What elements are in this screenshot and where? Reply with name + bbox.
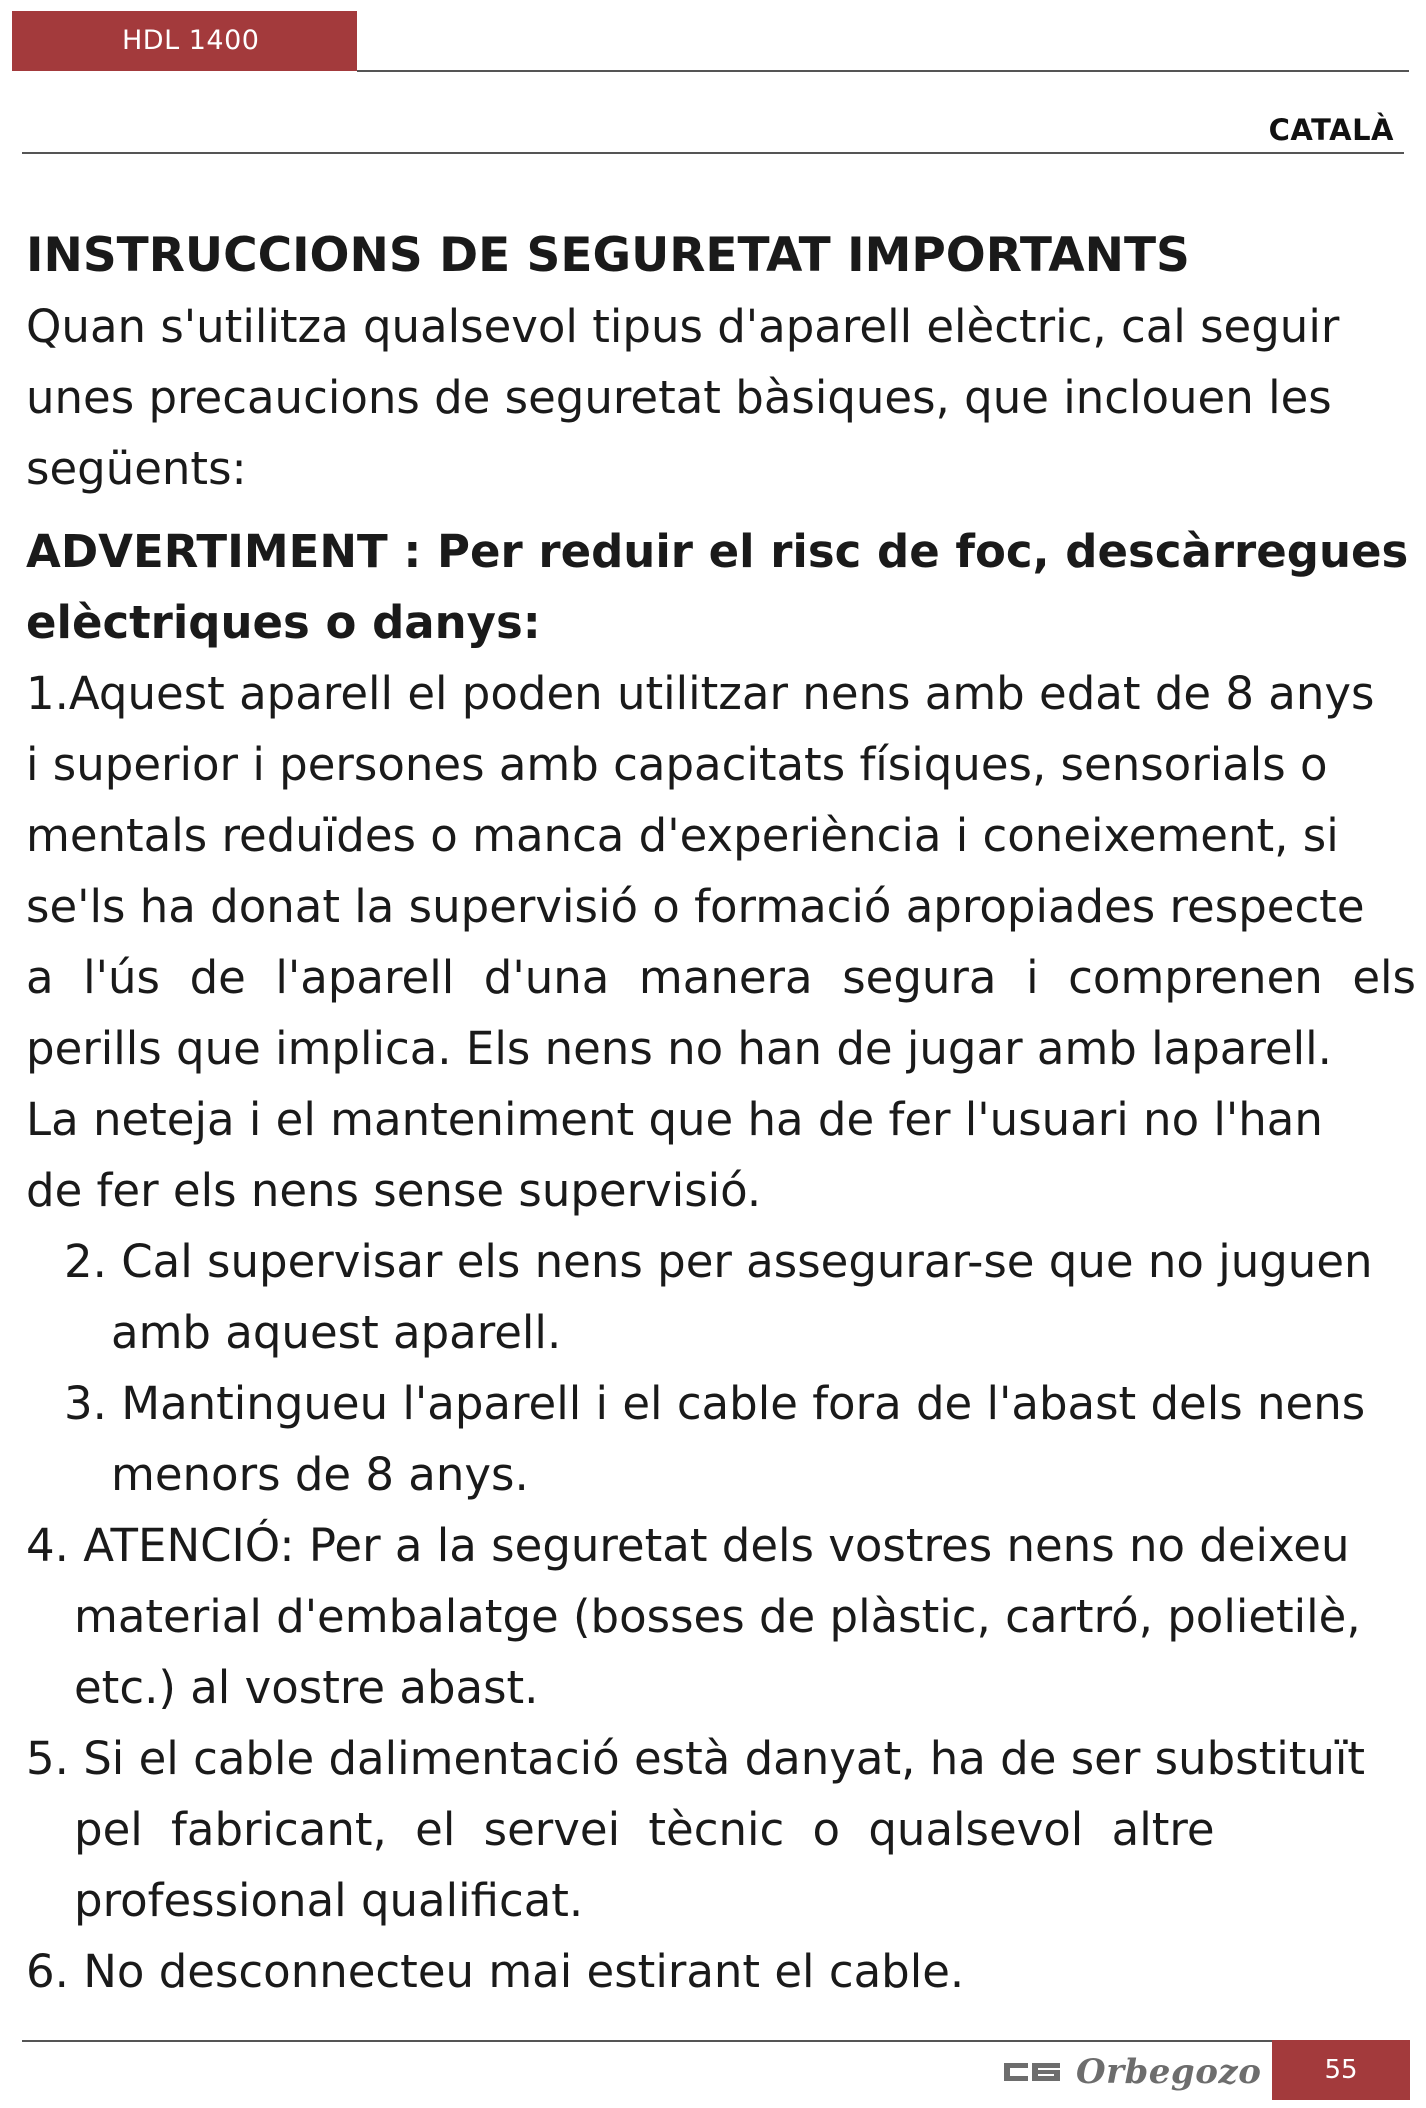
warning-heading: ADVERTIMENT : Per reduir el risc de foc, descàrregues [26, 525, 1409, 578]
word: els [1352, 951, 1416, 1004]
orbegozo-logo-icon [1002, 2057, 1062, 2087]
page-number: 55 [1324, 2055, 1358, 2085]
item-1-line: perills que implica. Els nens no han de jugar amb laparell. [26, 1022, 1332, 1075]
word: a [26, 951, 54, 1004]
page-title: INSTRUCCIONS DE SEGURETAT IMPORTANTS [26, 228, 1190, 283]
brand-name: Orbegozo [1076, 2052, 1262, 2092]
item-1-line: mentals reduïdes o manca d'experiència i coneixement, si [26, 809, 1339, 862]
word: manera [638, 951, 813, 1004]
item-2-line: 2. Cal supervisar els nens per assegurar-se que no juguen [64, 1235, 1373, 1288]
item-3-line: menors de 8 anys. [111, 1448, 529, 1501]
footer-rule [22, 2040, 1272, 2042]
item-5-line: 5. Si el cable dalimentació està danyat, ha de ser substituït [26, 1732, 1366, 1785]
item-4-line: material d'embalatge (bosses de plàstic, cartró, polietilè, [74, 1590, 1361, 1643]
item-6-line: 6. No desconnecteu mai estirant el cable. [26, 1945, 965, 1998]
item-1-line: de fer els nens sense supervisió. [26, 1164, 762, 1217]
brand-logo [1002, 2048, 1261, 2096]
item-1-line: La neteja i el manteniment que ha de fer l'usuari no l'han [26, 1093, 1323, 1146]
word: l'ús [83, 951, 160, 1004]
document-body [26, 220, 1426, 2007]
header-rule [22, 152, 1404, 154]
item-4-line: etc.) al vostre abast. [74, 1661, 539, 1714]
item-1-line: 1.Aquest aparell el poden utilitzar nens amb edat de 8 anys [26, 667, 1375, 720]
item-3-line: 3. Mantingueu l'aparell i el cable fora de l'abast dels nens [64, 1377, 1366, 1430]
item-1-line: se'ls ha donat la supervisió o formació apropiades respecte [26, 880, 1365, 933]
word: segura [842, 951, 997, 1004]
word: comprenen [1068, 951, 1323, 1004]
item-4-line: 4. ATENCIÓ: Per a la seguretat dels vostres nens no deixeu [26, 1519, 1350, 1572]
item-1-line: i superior i persones amb capacitats físiques, sensorials o [26, 738, 1328, 791]
page-number-box [1272, 2040, 1410, 2100]
intro-line: Quan s'utilitza qualsevol tipus d'aparell elèctric, cal seguir [26, 300, 1340, 353]
model-tab [12, 11, 357, 71]
top-rule [357, 70, 1409, 72]
intro-line: unes precaucions de seguretat bàsiques, que inclouen les [26, 371, 1332, 424]
item-2-line: amb aquest aparell. [111, 1306, 562, 1359]
intro-line: següents: [26, 442, 247, 495]
item-1-justified-line [26, 942, 1416, 1013]
model-label: HDL 1400 [122, 25, 260, 56]
word: i [1026, 951, 1039, 1004]
warning-heading: elèctriques o danys: [26, 596, 541, 649]
language-label: CATALÀ [1268, 113, 1394, 147]
item-5-line: pel fabricant, el servei tècnic o qualsevol altre [74, 1803, 1215, 1856]
word: l'aparell [275, 951, 455, 1004]
item-5-line: professional qualificat. [74, 1874, 584, 1927]
word: de [189, 951, 246, 1004]
word: d'una [483, 951, 610, 1004]
